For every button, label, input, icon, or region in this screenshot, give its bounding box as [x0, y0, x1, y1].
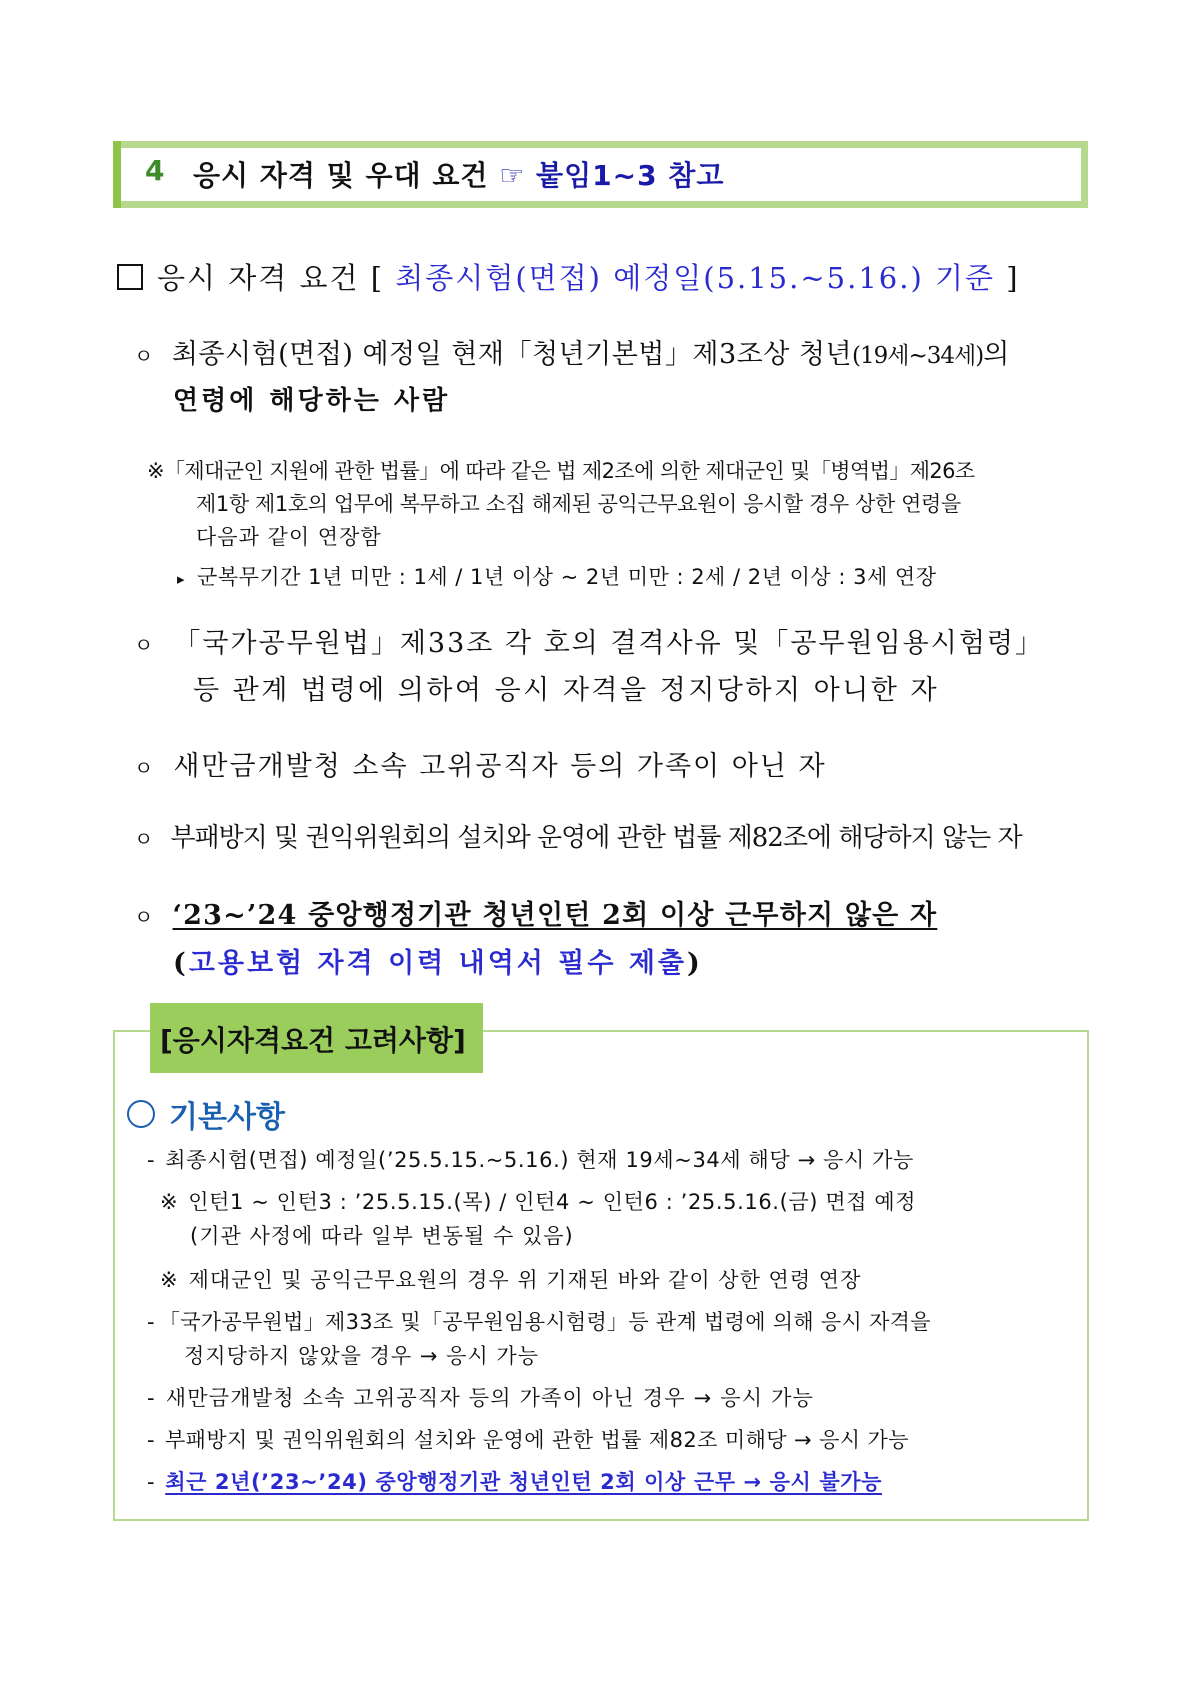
item2-line2: 등 관계 법령에 의하여 응시 자격을 정지당하지 아니한 자 — [193, 675, 940, 706]
note-line1: 「제대군인 지원에 관한 법률」에 따라 같은 법 제2조에 의한 제대군인 및「병역법」제26조 — [164, 459, 975, 483]
consideration-line-intern — [147, 1466, 882, 1496]
requirements-basis: 최종시험(면접) 예정일(5.15.~5.16.) 기준 — [395, 261, 996, 295]
bullet-icon: ㅇ — [134, 344, 154, 368]
section-number: 4 — [145, 154, 165, 187]
section-ref: ☞ 붙임1~3 참고 — [499, 159, 725, 192]
hollow-circle-icon — [127, 1100, 155, 1128]
consideration-note-veteran — [160, 1264, 861, 1294]
dash-marker: - — [147, 1148, 156, 1172]
item5-required-doc: 고용보험 자격 이력 내역서 필수 제출 — [188, 948, 688, 979]
item1-line2: 연령에 해당하는 사람 — [173, 386, 451, 416]
consideration-line2a: 「국가공무원법」제33조 및「공무원임용시험령」등 관계 법령에 의해 응시 자격을 — [158, 1310, 931, 1334]
item5-line2 — [173, 941, 703, 980]
item5-close: ) — [687, 948, 703, 979]
dash-marker: - — [147, 1310, 155, 1334]
bullet-icon: ㅇ — [134, 756, 156, 780]
service-extension — [177, 561, 936, 591]
consideration-line5: 최근 2년(’23~’24) 중앙행정기관 청년인턴 2회 이상 근무 → 응시 불가능 — [165, 1470, 882, 1494]
ref-mark: ※ — [160, 1268, 179, 1292]
header-border-right — [1081, 141, 1088, 208]
requirement-item-anticorruption — [134, 817, 1022, 854]
section-title-text: 응시 자격 및 우대 요건 — [193, 159, 489, 192]
dash-marker: - — [147, 1470, 156, 1494]
requirements-heading-prefix: 응시 자격 요건 [ — [157, 261, 385, 295]
extension-text: 군복무기간 1년 미만 : 1세 / 1년 이상 ~ 2년 미만 : 2세 / 2년 이상 : 3세 연장 — [197, 565, 937, 589]
item2-line1: 「국가공무원법」제33조 각 호의 결격사유 및「공무원임용시험령」 — [173, 628, 1044, 659]
dash-marker: - — [147, 1428, 155, 1452]
consideration-line3: 새만금개발청 소속 고위공직자 등의 가족이 아닌 경우 → 응시 가능 — [165, 1386, 815, 1410]
ref-mark: ※ — [160, 1190, 179, 1214]
requirement-item-family — [134, 744, 827, 783]
header-accent-bar — [113, 141, 121, 208]
item3-text: 새만금개발청 소속 고위공직자 등의 가족이 아닌 자 — [173, 751, 827, 782]
item1-age: (19세~34세) — [852, 343, 984, 369]
requirements-heading — [117, 256, 1020, 297]
item1-tail: 의 — [983, 339, 1010, 370]
requirements-heading-suffix: ] — [1006, 261, 1020, 295]
section-header — [113, 141, 1088, 208]
consideration-note-interview — [160, 1186, 916, 1216]
consideration-line2b: 정지당하지 않았을 경우 → 응시 가능 — [184, 1344, 539, 1368]
veteran-note — [147, 455, 975, 485]
item1-line1: 최종시험(면접) 예정일 현재「청년기본법」제3조상 청년 — [171, 339, 853, 370]
item5-line1: ‘23~’24 중앙행정기관 청년인턴 2회 이상 근무하지 않은 자 — [172, 900, 938, 931]
consideration-line-anticorruption — [147, 1424, 909, 1454]
consideration-line4: 부패방지 및 권익위원회의 설치와 운영에 관한 법률 제82조 미해당 → 응시 가능 — [164, 1428, 909, 1452]
requirement-item-disqualification — [134, 621, 1044, 660]
note-line2: 제1항 제1호의 업무에 복무하고 소집 해제된 공익근무요원이 응시할 경우 상한 연령을 — [196, 492, 961, 516]
consideration-note2: 제대군인 및 공익근무요원의 경우 위 기재된 바와 같이 상한 연령 연장 — [188, 1268, 862, 1292]
triangle-bullet-icon: ▸ — [177, 570, 186, 588]
header-border-top — [113, 141, 1088, 148]
consideration-line-family — [147, 1382, 814, 1412]
item5-open: ( — [173, 948, 189, 979]
considerations-tab-label: [응시자격요건 고려사항] — [160, 1024, 466, 1057]
consideration-note1b: (기관 사정에 따라 일부 변동될 수 있음) — [190, 1224, 574, 1248]
consideration-note1a: 인턴1 ~ 인턴3 : ’25.5.15.(목) / 인턴4 ~ 인턴6 : ’25.5.16.(금) 면접 예정 — [188, 1190, 917, 1214]
basic-heading — [127, 1092, 285, 1136]
requirement-item-age — [134, 332, 1010, 371]
note-line3: 다음과 같이 연장함 — [196, 525, 382, 549]
header-border-bottom — [113, 201, 1088, 208]
requirement-item-intern-history — [134, 893, 937, 932]
bullet-icon: ㅇ — [134, 633, 156, 657]
item4-text: 부패방지 및 권익위원회의 설치와 운영에 관한 법률 제82조에 해당하지 않는 자 — [170, 823, 1022, 853]
consideration-line-age — [147, 1144, 914, 1174]
note-mark: ※ — [147, 459, 164, 483]
section-title — [193, 154, 724, 194]
basic-heading-text: 기본사항 — [169, 1100, 285, 1135]
consideration-line-disqualification — [147, 1306, 931, 1336]
consideration-line1: 최종시험(면접) 예정일(’25.5.15.~5.16.) 현재 19세~34세 해당 → 응시 가능 — [165, 1148, 914, 1172]
bullet-icon: ㅇ — [134, 827, 153, 851]
checkbox-square-icon — [117, 264, 143, 290]
dash-marker: - — [147, 1386, 156, 1410]
considerations-tab — [150, 1003, 483, 1073]
bullet-icon: ㅇ — [134, 905, 155, 929]
